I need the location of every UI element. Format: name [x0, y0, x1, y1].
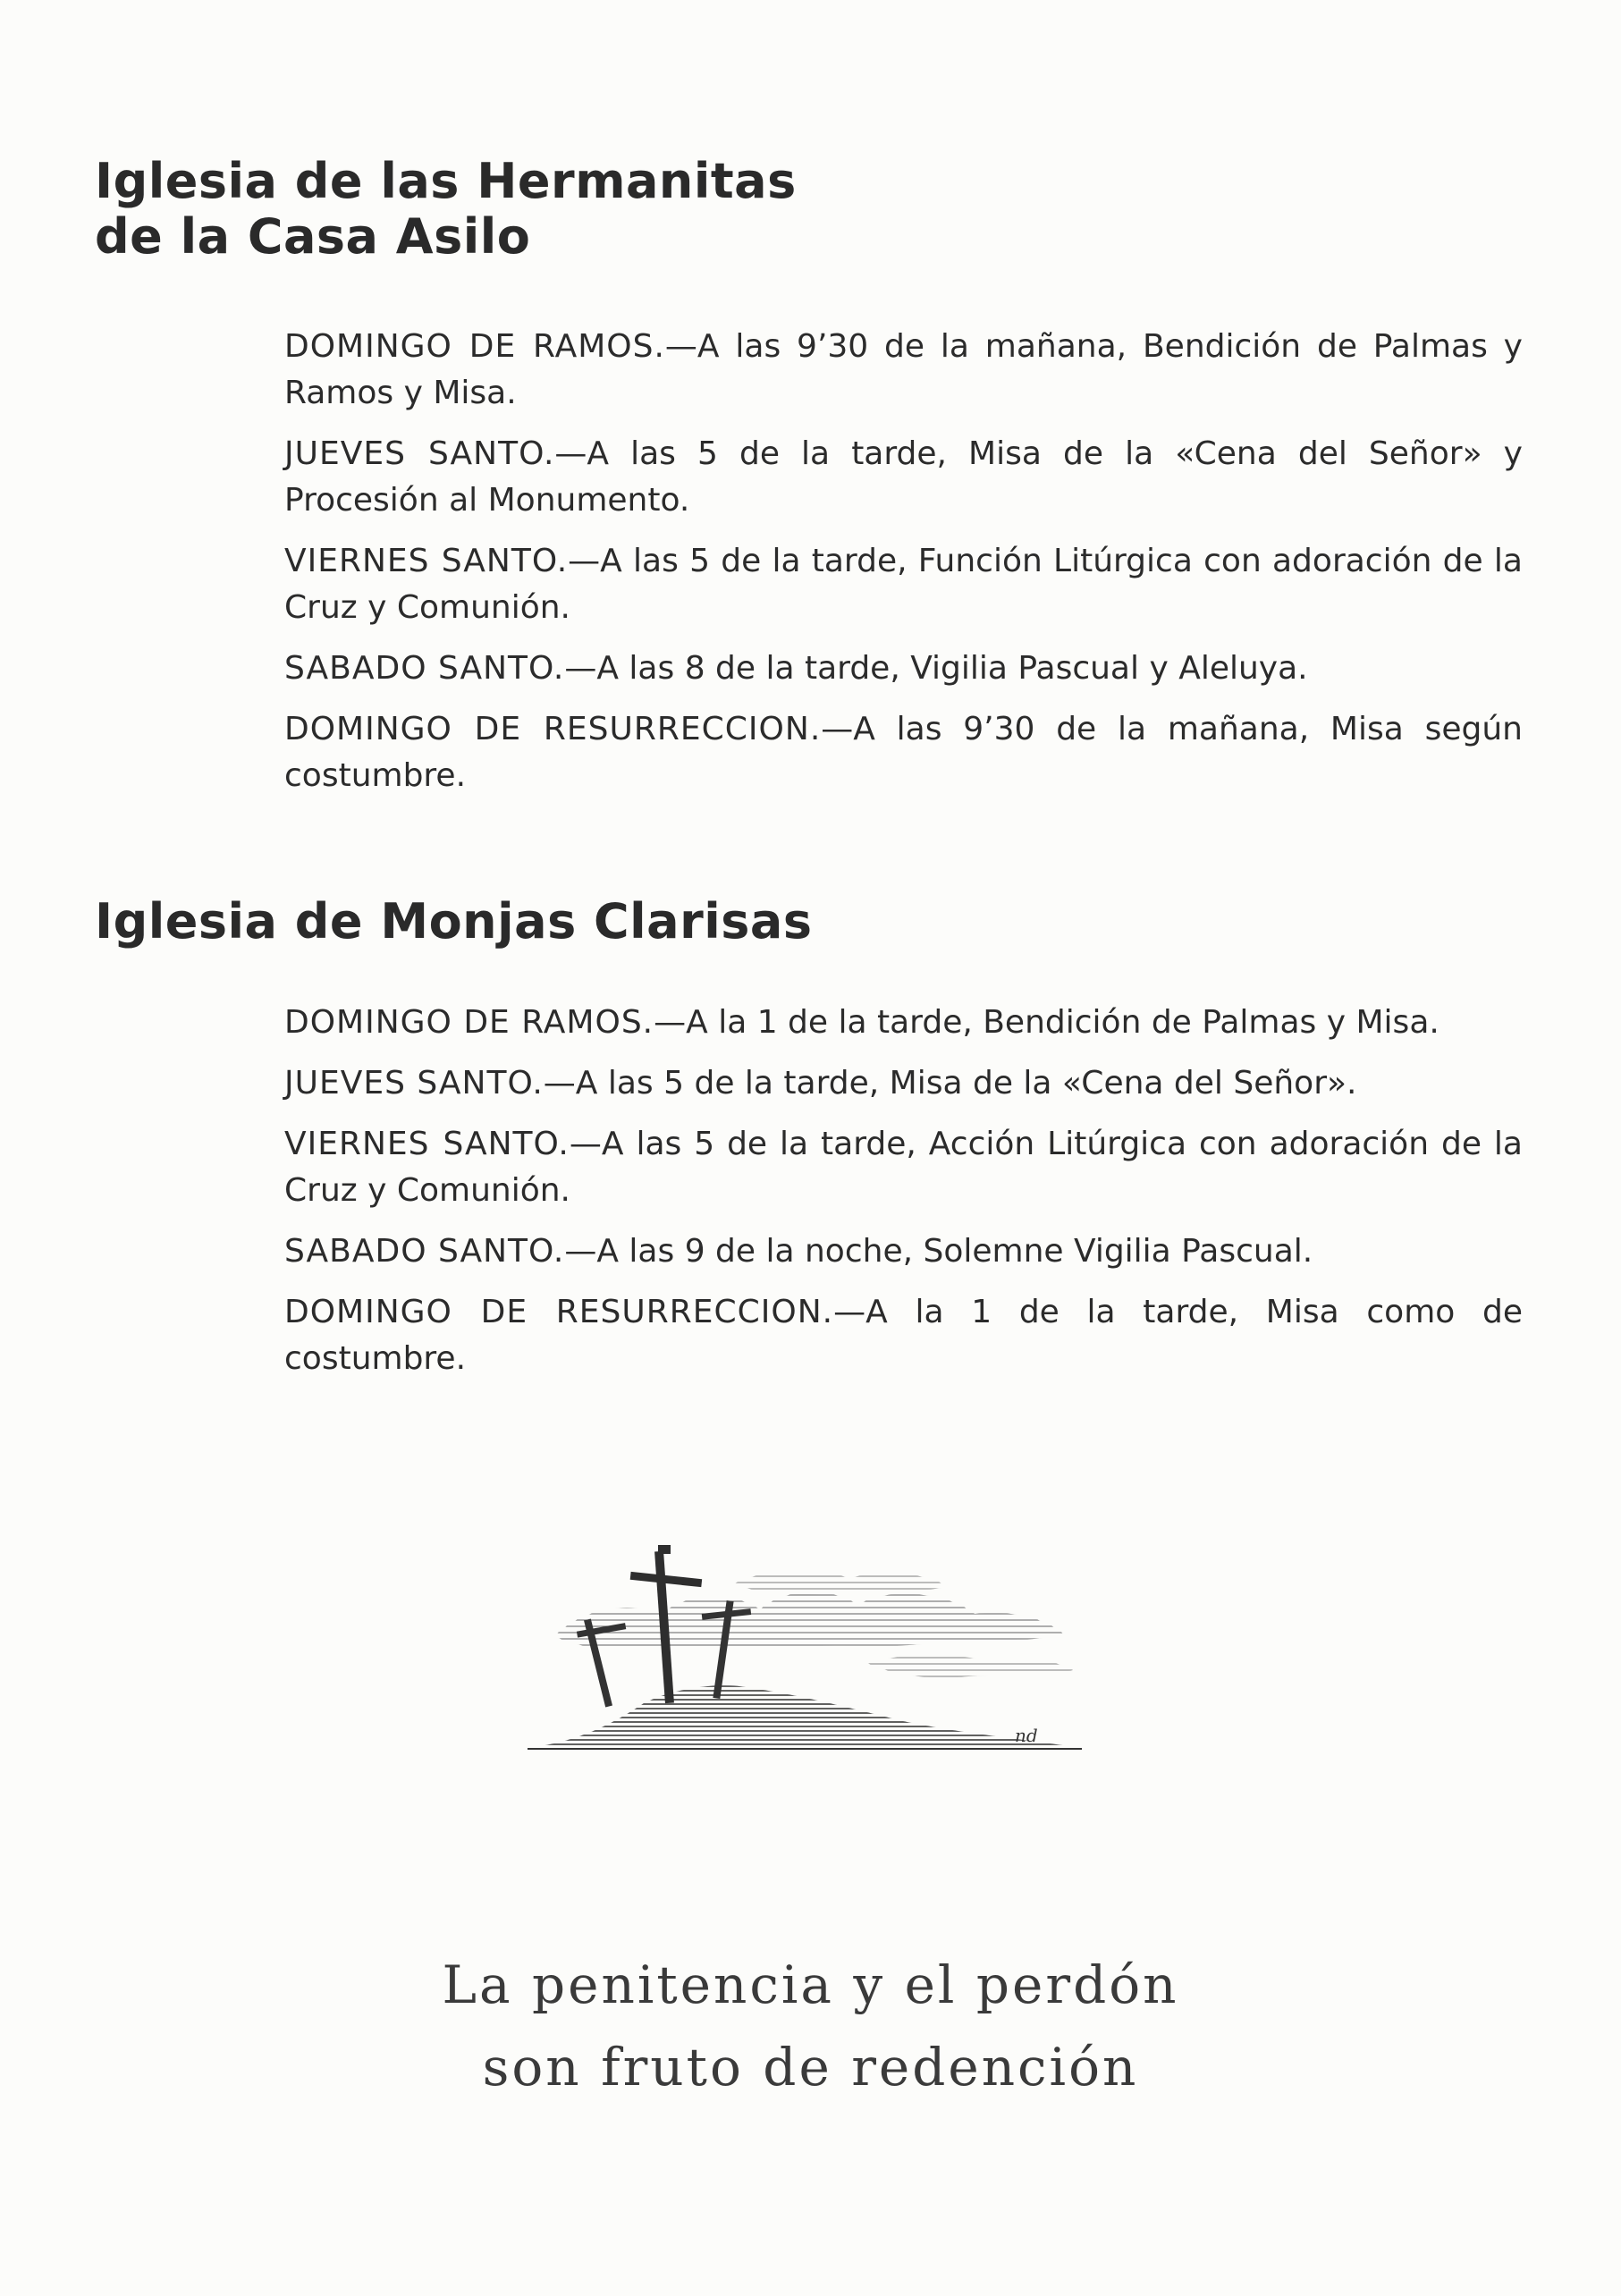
entry-text: —A las 8 de la tarde, Vigilia Pascual y Aleluya.	[564, 650, 1308, 687]
entry-text: —A las 9 de la noche, Solemne Vigilia Pascual.	[564, 1233, 1313, 1270]
schedule-entry	[284, 431, 1523, 524]
schedule-entry	[284, 1289, 1523, 1382]
section-title-hermanitas	[95, 154, 797, 265]
entry-text: —A las 9’30 de la mañana, Bendición de Palmas y Ramos y Misa.	[284, 328, 1523, 411]
motto-line-2: son fruto de redención	[482, 2037, 1139, 2098]
section-title-line-1: Iglesia de Monjas Clarisas	[95, 893, 813, 950]
entry-text: —A la 1 de la tarde, Misa como de costumbre.	[284, 1294, 1523, 1377]
entry-text: —A las 5 de la tarde, Función Litúrgica con adoración de la Cruz y Comunión.	[284, 543, 1523, 626]
entry-text: —A las 5 de la tarde, Acción Litúrgica con adoración de la Cruz y Comunión.	[284, 1126, 1523, 1209]
entry-day: DOMINGO DE RAMOS.	[284, 328, 665, 365]
entry-text: —A la 1 de la tarde, Bendición de Palmas y Misa.	[654, 1004, 1439, 1041]
schedule-entry	[284, 646, 1523, 692]
section-title-clarisas	[95, 894, 812, 950]
entry-day: SABADO SANTO.	[284, 650, 565, 687]
section-title-line-1: Iglesia de las Hermanitas	[95, 153, 797, 209]
entry-day: JUEVES SANTO.	[284, 435, 555, 472]
entry-day: JUEVES SANTO.	[284, 1065, 544, 1102]
motto	[0, 1949, 1621, 2103]
schedule-entry	[284, 538, 1523, 631]
motto-line-1: La penitencia y el perdón	[442, 1954, 1179, 2015]
entry-day: DOMINGO DE RESURRECCION.	[284, 711, 822, 747]
entry-day: DOMINGO DE RAMOS.	[284, 1004, 654, 1041]
calvary-three-crosses-engraving-icon	[528, 1538, 1082, 1761]
schedule-entry	[284, 1121, 1523, 1214]
entry-text: —A las 5 de la tarde, Misa de la «Cena del Señor» y Procesión al Monumento.	[284, 435, 1523, 519]
entry-day: VIERNES SANTO.	[284, 1126, 570, 1162]
engraver-signature: nd	[1015, 1725, 1038, 1746]
schedule-entry	[284, 706, 1523, 799]
section-title-line-2: de la Casa Asilo	[95, 208, 531, 265]
entry-day: DOMINGO DE RESURRECCION.	[284, 1294, 834, 1330]
schedule-clarisas	[284, 1000, 1523, 1397]
schedule-hermanitas	[284, 324, 1523, 814]
schedule-entry	[284, 1000, 1523, 1046]
entry-text: —A las 9’30 de la mañana, Misa según costumbre.	[284, 711, 1523, 794]
entry-day: SABADO SANTO.	[284, 1233, 565, 1270]
schedule-entry	[284, 1060, 1523, 1107]
schedule-entry	[284, 324, 1523, 417]
entry-text: —A las 5 de la tarde, Misa de la «Cena del Señor».	[543, 1065, 1357, 1102]
schedule-entry	[284, 1228, 1523, 1275]
entry-day: VIERNES SANTO.	[284, 543, 569, 579]
